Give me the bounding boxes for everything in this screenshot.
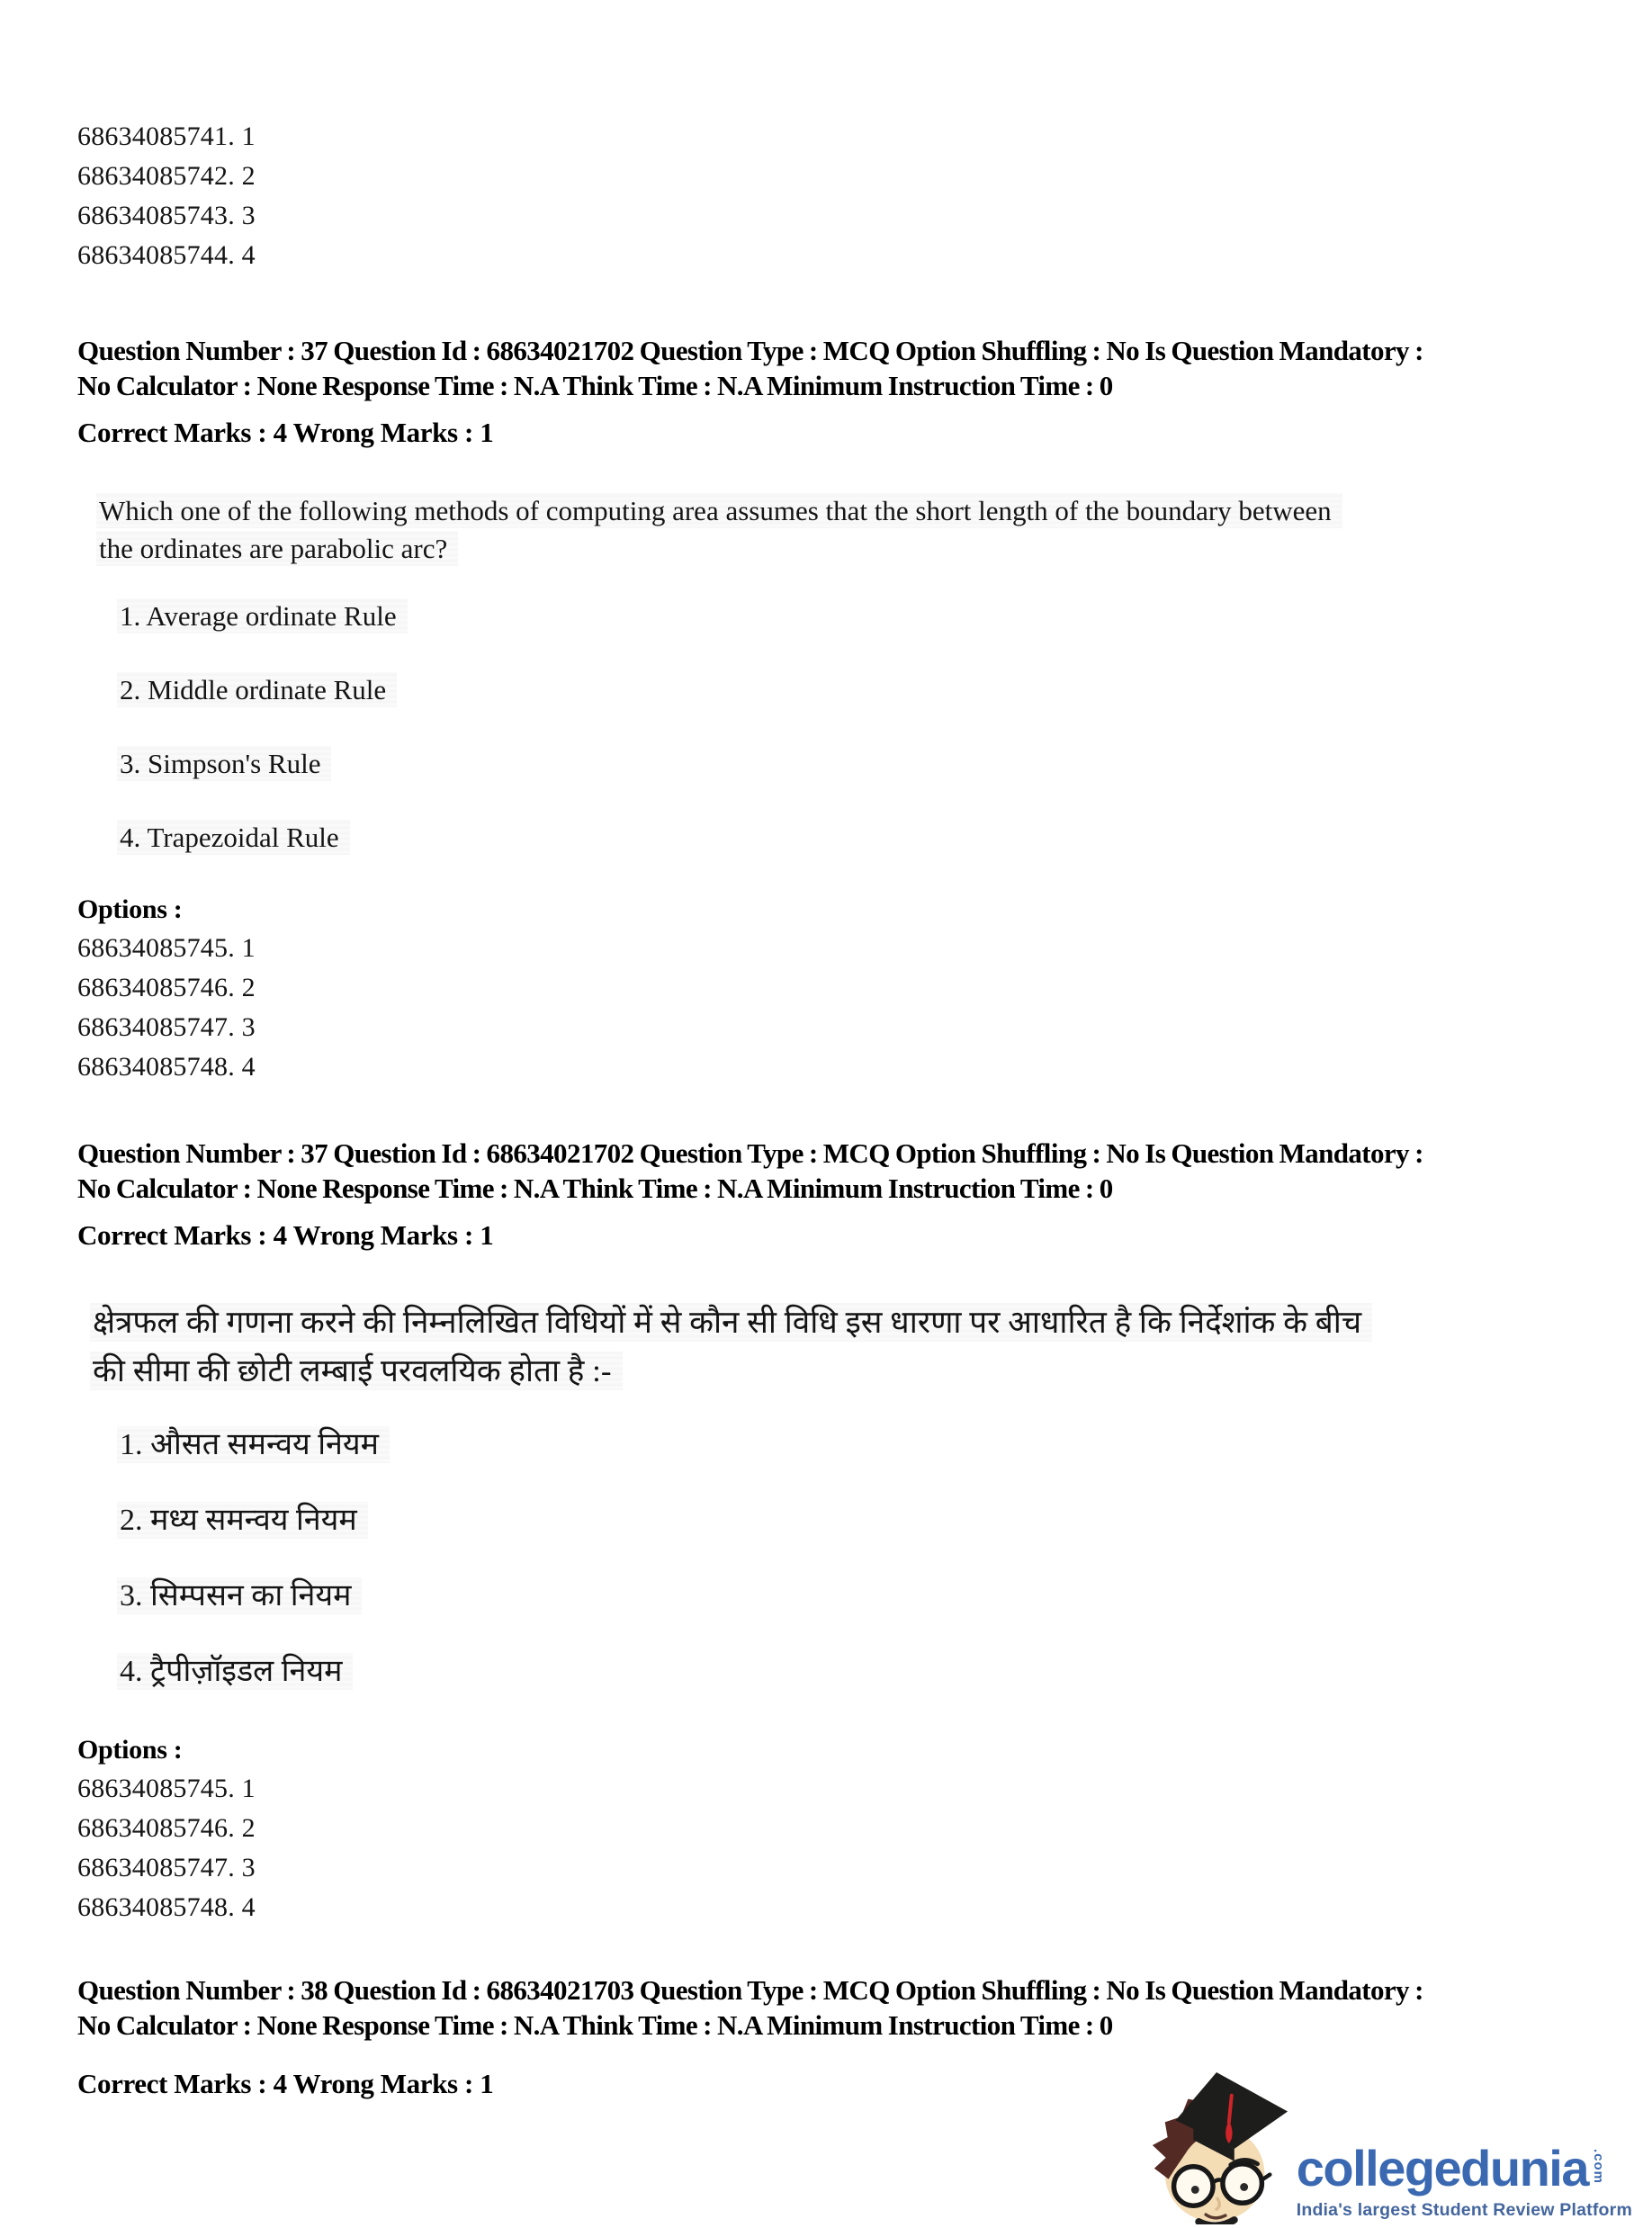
option-id-row: 68634085741. 1 [77, 121, 256, 151]
choice-list-hi [117, 1424, 1598, 1693]
option-id-row: 68634085744. 4 [77, 240, 256, 270]
option-id-row: 68634085748. 4 [77, 1892, 256, 1922]
brand-row [1296, 2140, 1632, 2197]
question-37-en-meta [77, 333, 1598, 450]
brand-tagline: India's largest Student Review Platform [1296, 2200, 1632, 2220]
option-id-row: 68634085742. 2 [77, 161, 256, 191]
choice-item [117, 1499, 1598, 1542]
choice-text: 2. मध्य समन्वय नियम [117, 1502, 368, 1539]
choice-item [117, 597, 1598, 635]
collegedunia-mascot-icon [1142, 2070, 1293, 2224]
choice-text: 4. ट्रैपीज़ॉइडल नियम [117, 1653, 353, 1690]
question-text: की सीमा की छोटी लम्बाई परवलयिक होता है :- [90, 1352, 623, 1390]
answer-id-list-top [77, 117, 1598, 275]
options-label: Options : [77, 1735, 183, 1765]
question-marks-line: Correct Marks : 4 Wrong Marks : 1 [77, 417, 494, 448]
question-text-line [90, 1350, 1598, 1393]
option-id-row: 68634085743. 3 [77, 201, 256, 230]
option-id-row: 68634085748. 4 [77, 1052, 256, 1082]
question-text-line [96, 493, 1598, 529]
brand-name: collegedunia [1296, 2140, 1589, 2197]
choice-text: 3. सिम्पसन का नियम [117, 1577, 362, 1614]
question-text: the ordinates are parabolic arc? [96, 531, 458, 566]
question-text: क्षेत्रफल की गणना करने की निम्नलिखित विधियों में से कौन सी विधि इस धारणा पर आधारित है कि निर्देशांक के बीच [90, 1303, 1372, 1342]
choice-text: 2. Middle ordinate Rule [117, 672, 397, 707]
options-id-list [77, 929, 1598, 1087]
choice-item [117, 819, 1598, 857]
question-meta-line: No Calculator : None Response Time : N.A Think Time : N.A Minimum Instruction Time : 0 [77, 1172, 1113, 1204]
choice-item [117, 671, 1598, 709]
question-37-en-text [96, 493, 1598, 567]
question-marks-line: Correct Marks : 4 Wrong Marks : 1 [77, 2068, 494, 2099]
choice-text: 1. Average ordinate Rule [117, 598, 408, 633]
option-id-row: 68634085745. 1 [77, 1774, 256, 1803]
options-label: Options : [77, 894, 183, 924]
choice-text: 4. Trapezoidal Rule [117, 820, 350, 855]
option-id-row: 68634085745. 1 [77, 933, 256, 963]
question-meta-line: Question Number : 38 Question Id : 68634021703 Question Type : MCQ Option Shuffling : No Is Question Mandatory : [77, 1974, 1423, 2006]
choice-item [117, 745, 1598, 783]
option-id-row: 68634085746. 2 [77, 1813, 256, 1843]
option-id-row: 68634085747. 3 [77, 1012, 256, 1042]
question-meta-line: Question Number : 37 Question Id : 68634021702 Question Type : MCQ Option Shuffling : No Is Question Mandatory : [77, 1137, 1423, 1169]
question-37-hi-meta [77, 1136, 1598, 1253]
option-id-row: 68634085747. 3 [77, 1853, 256, 1882]
brand-tld: .com [1591, 2149, 1607, 2185]
choice-text: 3. Simpson's Rule [117, 746, 331, 781]
collegedunia-logo-text [1296, 2140, 1632, 2224]
choice-text: 1. औसत समन्वय नियम [117, 1426, 390, 1463]
question-meta-line: Question Number : 37 Question Id : 68634021702 Question Type : MCQ Option Shuffling : No Is Question Mandatory : [77, 335, 1423, 366]
choice-item [117, 1650, 1598, 1693]
choice-list-en [117, 597, 1598, 857]
collegedunia-logo [1142, 2070, 1632, 2224]
question-text: Which one of the following methods of computing area assumes that the short length of the boundary between [96, 493, 1342, 528]
question-text-line [90, 1301, 1598, 1344]
question-37-hi-text [90, 1301, 1598, 1393]
question-text-line [96, 531, 1598, 567]
choice-item [117, 1424, 1598, 1467]
question-meta-line: No Calculator : None Response Time : N.A Think Time : N.A Minimum Instruction Time : 0 [77, 2009, 1113, 2041]
choice-item [117, 1575, 1598, 1618]
option-id-row: 68634085746. 2 [77, 973, 256, 1002]
question-marks-line: Correct Marks : 4 Wrong Marks : 1 [77, 1219, 494, 1251]
options-id-list [77, 1769, 1598, 1927]
question-meta-line: No Calculator : None Response Time : N.A Think Time : N.A Minimum Instruction Time : 0 [77, 370, 1113, 401]
